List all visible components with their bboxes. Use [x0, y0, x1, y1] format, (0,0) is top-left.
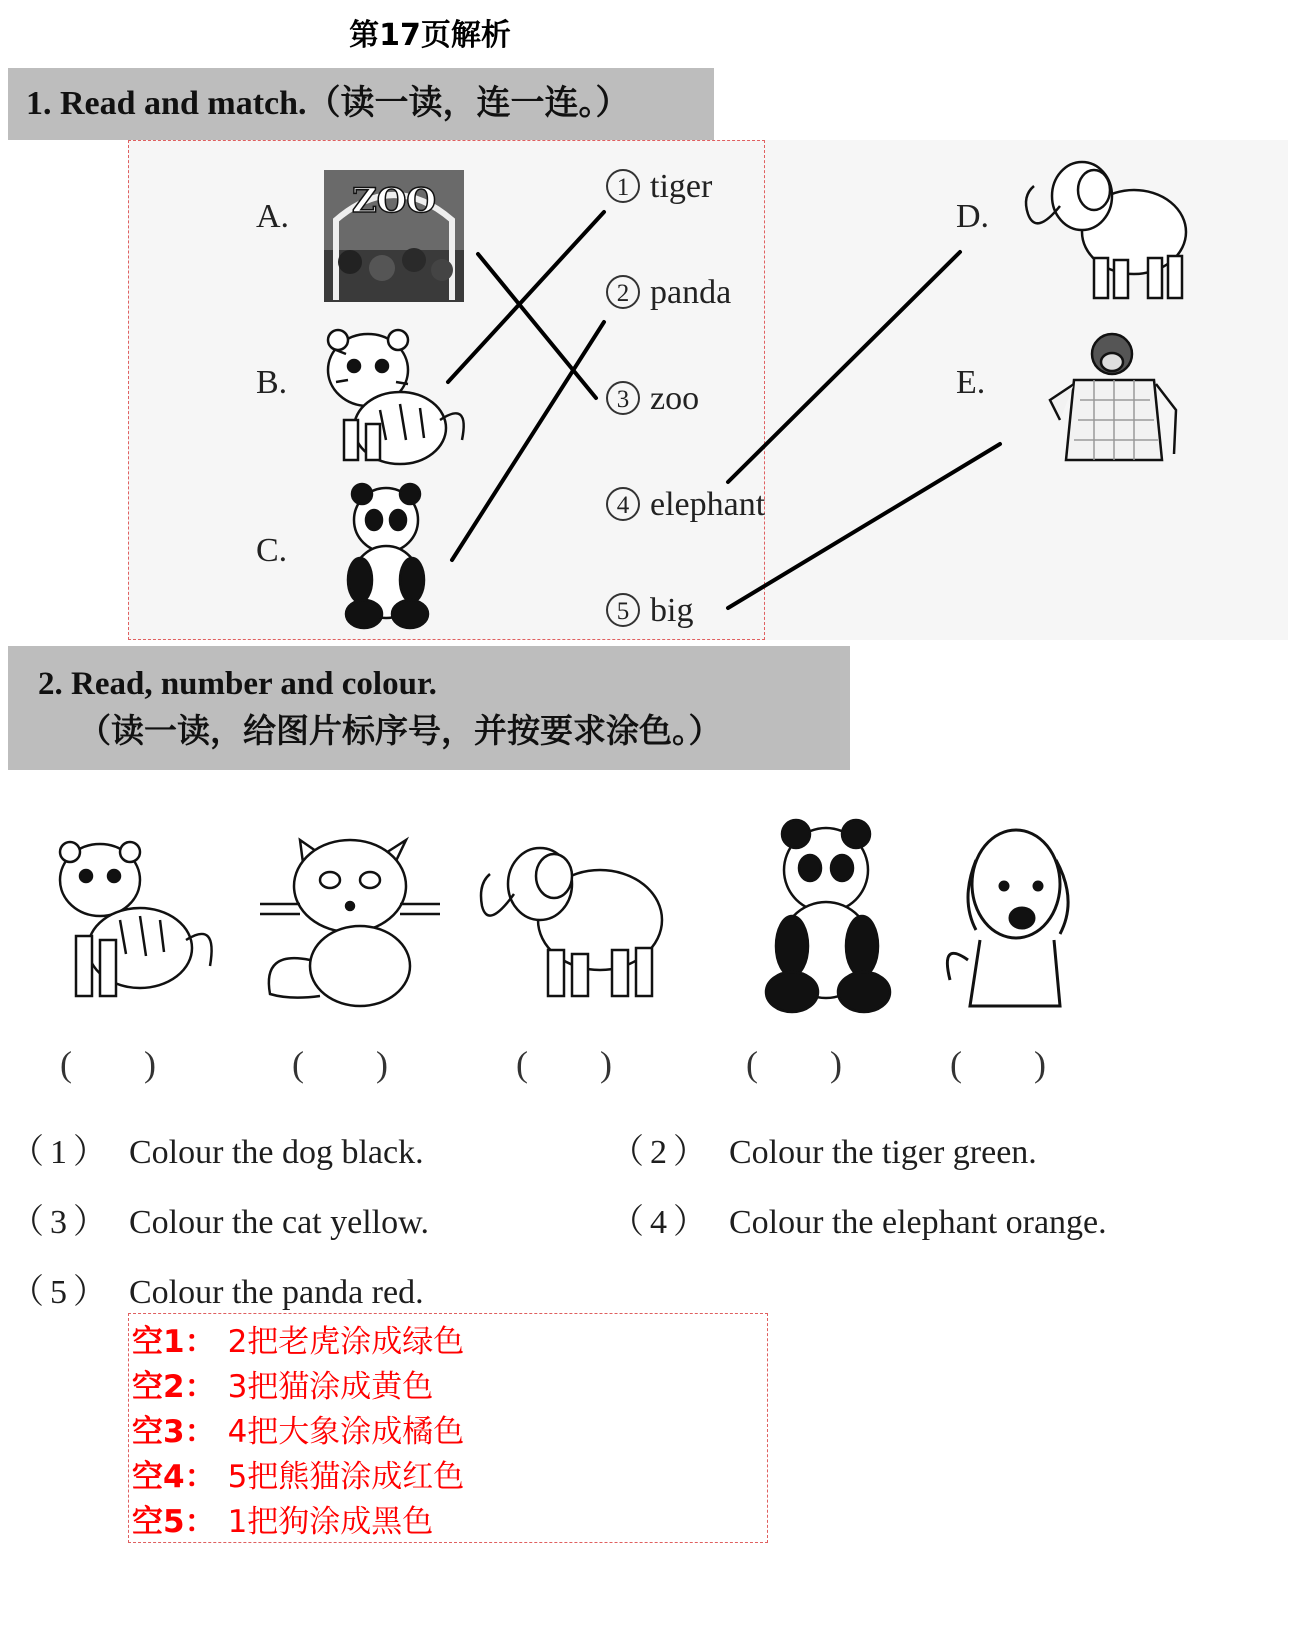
section1-heading: 1. Read and match.（读一读，连一连。） — [8, 68, 714, 140]
number-circle: 1 — [606, 169, 640, 203]
word-text: big — [650, 592, 694, 629]
word-text: panda — [650, 274, 732, 311]
answer-blank-1[interactable]: ( ) — [60, 1044, 156, 1084]
number-circle: 4 — [606, 487, 640, 521]
letter-b: B. — [256, 364, 288, 401]
zoo-sign-text: ZOO — [351, 181, 437, 221]
number-circle: 5 — [606, 593, 640, 627]
monkey-image — [1050, 334, 1176, 460]
panda-image — [346, 484, 428, 628]
section2-subtitle: （读一读，给图片标序号，并按要求涂色。） — [78, 714, 722, 750]
match-line-d-elephant — [728, 252, 960, 482]
answer-row-1: 空1： 2把老虎涂成绿色 — [132, 1324, 465, 1360]
answer-row-3: 空3： 4把大象涂成橘色 — [132, 1414, 465, 1450]
instruction-1: （1） Colour the dog black. — [10, 1134, 424, 1171]
tiger-image — [328, 330, 464, 464]
word-text: tiger — [650, 168, 713, 205]
instruction-4: （4） Colour the elephant orange. — [610, 1204, 1107, 1241]
match-lines — [448, 212, 1000, 608]
number-circle: 3 — [606, 381, 640, 415]
letter-d: D. — [956, 198, 990, 235]
section2-title: 2. Read, number and colour. — [38, 666, 437, 702]
answer-row-2: 空2： 3把猫涂成黄色 — [132, 1369, 434, 1405]
section2-heading — [8, 646, 850, 770]
panda-picture — [766, 820, 890, 1012]
instruction-3: （3） Colour the cat yellow. — [10, 1204, 429, 1241]
dog-picture — [947, 830, 1068, 1006]
word-text: elephant — [650, 486, 766, 523]
answer-blank-2[interactable]: ( ) — [292, 1044, 388, 1084]
match-line-c-panda — [452, 322, 604, 560]
match-line-e-big — [728, 444, 1000, 608]
cat-picture — [260, 840, 440, 1006]
zoo-image — [324, 170, 464, 302]
word-text: zoo — [650, 380, 700, 417]
letter-c: C. — [256, 532, 288, 569]
page-title: 第17页解析 — [349, 18, 511, 53]
letter-a: A. — [256, 198, 290, 235]
tiger-picture — [60, 842, 212, 996]
answer-row-5: 空5： 1把狗涂成黑色 — [132, 1504, 434, 1540]
letter-e: E. — [956, 364, 986, 401]
match-line-a-zoo — [478, 254, 596, 398]
answer-row-4: 空4： 5把熊猫涂成红色 — [132, 1459, 465, 1495]
answer-blank-3[interactable]: ( ) — [516, 1044, 612, 1084]
instruction-2: （2） Colour the tiger green. — [610, 1134, 1037, 1171]
elephant-picture — [481, 848, 662, 996]
instruction-5: （5） Colour the panda red. — [10, 1274, 424, 1311]
number-circle: 2 — [606, 275, 640, 309]
answer-blank-5[interactable]: ( ) — [950, 1044, 1046, 1084]
elephant-image — [1026, 162, 1186, 298]
answer-blank-4[interactable]: ( ) — [746, 1044, 842, 1084]
